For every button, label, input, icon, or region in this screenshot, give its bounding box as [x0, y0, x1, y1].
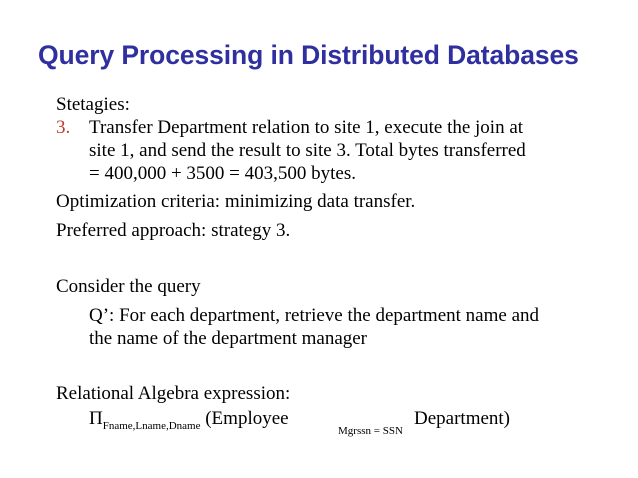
- strategies-label: Stetagies:: [56, 94, 130, 115]
- projection-attributes: Fname,Lname,Dname: [102, 420, 201, 432]
- strategy-line-2: site 1, and send the result to site 3. Total bytes transferred: [89, 140, 526, 161]
- strategy-line-1: Transfer Department relation to site 1, execute the join at: [89, 117, 524, 138]
- expression-right-operand: Department): [414, 408, 511, 429]
- expression-left-operand: (Employee: [205, 408, 289, 429]
- optimization-criteria: Optimization criteria: minimizing data transfer.: [56, 191, 416, 212]
- relational-algebra-expression: [89, 408, 289, 437]
- slide-title: Query Processing in Distributed Databases: [38, 40, 579, 70]
- relational-algebra-label: Relational Algebra expression:: [56, 383, 291, 404]
- preferred-approach: Preferred approach: strategy 3.: [56, 220, 291, 241]
- query-line-1: Q’: For each department, retrieve the department name and: [89, 305, 539, 326]
- projection-symbol: Π: [89, 408, 103, 429]
- consider-query: Consider the query: [56, 276, 201, 297]
- strategy-number: 3.: [56, 117, 71, 138]
- join-condition: Mgrssn = SSN: [338, 425, 403, 437]
- query-line-2: the name of the department manager: [89, 328, 368, 349]
- strategy-line-3: = 400,000 + 3500 = 403,500 bytes.: [89, 163, 357, 184]
